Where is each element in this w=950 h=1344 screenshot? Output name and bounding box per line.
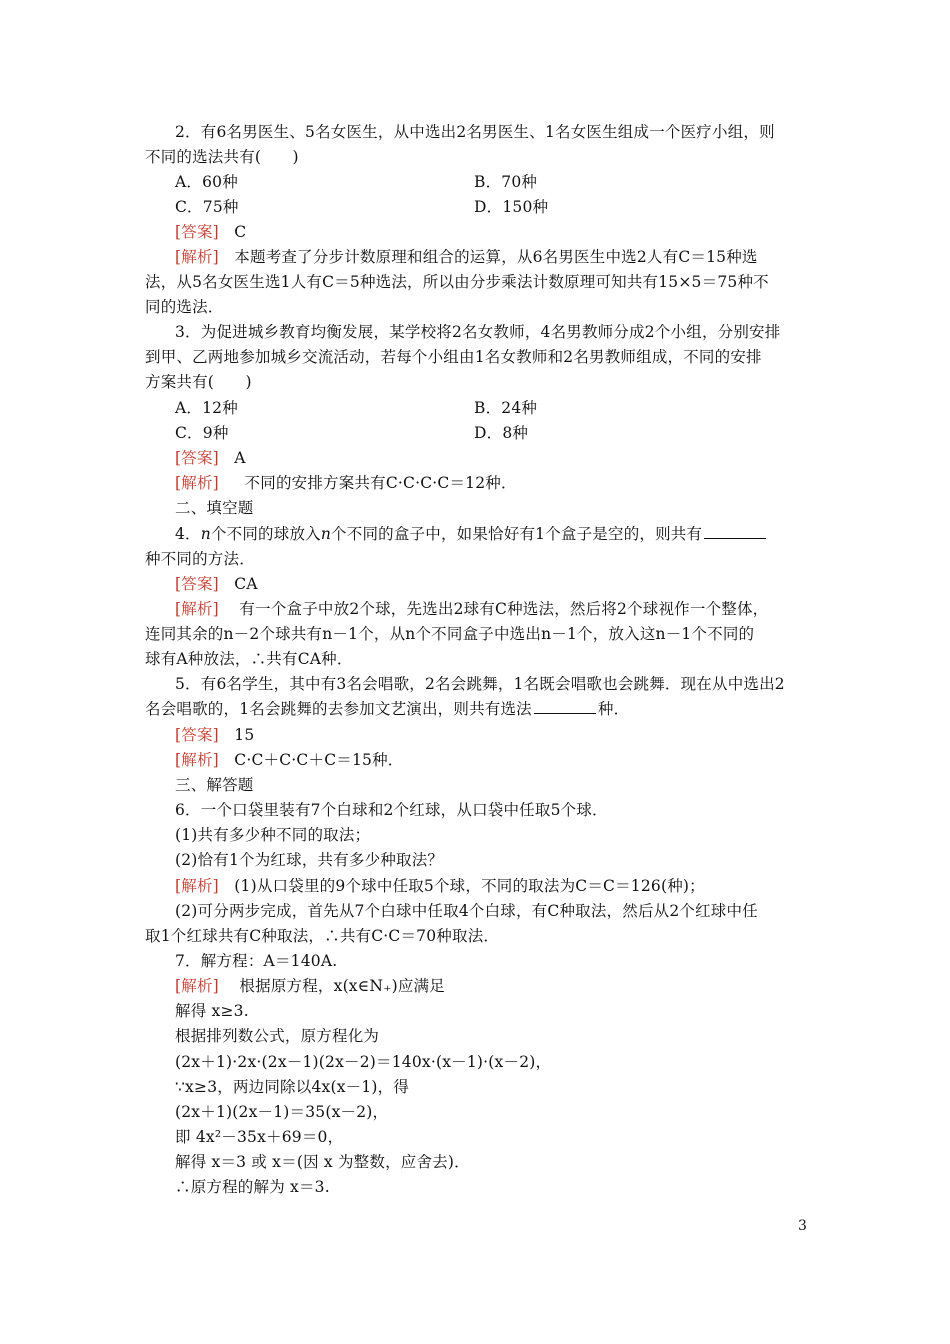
q2-analysis-line2: 法，从5名女医生选1人有C＝5种选法，所以由分步乘法计数原理可知共有15×5＝75种不 bbox=[145, 273, 769, 291]
answer-value: A bbox=[234, 449, 246, 467]
q6-sub2: (2)恰有1个为红球，共有多少种取法？ bbox=[175, 851, 444, 869]
q7-step1: 解得 x≥3. bbox=[175, 1002, 249, 1020]
answer-value: 15 bbox=[234, 726, 255, 744]
q4-number: 4． bbox=[175, 525, 201, 543]
q3-option-d: D．8种 bbox=[474, 424, 529, 442]
q7-line1: 7．解方程：A＝140A. bbox=[175, 952, 338, 970]
q3-answer bbox=[175, 446, 246, 470]
q6-analysis-line2: (2)可分两步完成，首先从7个白球中任取4个白球，有C种取法，然后从2个红球中任 bbox=[175, 902, 758, 920]
var-n: n bbox=[320, 525, 332, 543]
q5-line2 bbox=[145, 697, 629, 721]
q2-option-d: D．150种 bbox=[474, 198, 549, 216]
analysis-text: 不同的安排方案共有C·C·C·C＝12种． bbox=[244, 474, 517, 492]
q4-text-part: 个不同的球放入 bbox=[210, 525, 321, 543]
page-number: 3 bbox=[798, 1218, 807, 1234]
q4-text-part: 个不同的盒子中，如果恰好有1个盒子是空的，则共有 bbox=[331, 525, 703, 543]
q3-line3: 方案共有( ) bbox=[145, 373, 252, 391]
analysis-tag: [解析] bbox=[175, 474, 219, 492]
q2-line1: 2．有6名男医生、5名女医生，从中选出2名男医生、1名女医生组成一个医疗小组，则 bbox=[175, 123, 775, 141]
q3-option-b: B．24种 bbox=[474, 399, 538, 417]
q7-step5: (2x＋1)(2x－1)＝35(x－2)， bbox=[175, 1103, 389, 1121]
q7-step4: ∵x≥3，两边同除以4x(x－1)，得 bbox=[175, 1078, 410, 1096]
answer-blank bbox=[534, 699, 596, 714]
analysis-tag: [解析] bbox=[175, 600, 219, 618]
q4-line2: 种不同的方法． bbox=[145, 550, 255, 568]
q4-line1 bbox=[175, 522, 768, 546]
analysis-text: 根据原方程，x(x∈N₊)应满足 bbox=[239, 977, 445, 995]
answer-value: C bbox=[234, 223, 247, 241]
analysis-text: C·C＋C·C＋C＝15种． bbox=[234, 751, 404, 769]
answer-blank bbox=[704, 524, 766, 539]
q4-analysis-line3: 球有A种放法，∴共有CA种． bbox=[145, 650, 353, 668]
q7-step7: 解得 x＝3 或 x＝(因 x 为整数，应舍去)． bbox=[175, 1153, 470, 1171]
q7-step2: 根据排列数公式，原方程化为 bbox=[175, 1027, 380, 1045]
q5-analysis-line1 bbox=[175, 748, 403, 772]
q3-line1: 3．为促进城乡教育均衡发展，某学校将2名女教师，4名男教师分成2个小组，分别安排 bbox=[175, 323, 781, 341]
answer-tag: [答案] bbox=[175, 726, 219, 744]
q5-text-part: 种． bbox=[597, 700, 630, 718]
analysis-text: (1)从口袋里的9个球中任取5个球，不同的取法为C＝C＝126(种)； bbox=[234, 877, 705, 895]
answer-tag: [答案] bbox=[175, 449, 219, 467]
q7-step8: ∴原方程的解为 x＝3. bbox=[175, 1178, 330, 1196]
q2-option-b: B．70种 bbox=[474, 173, 538, 191]
q4-answer bbox=[175, 572, 258, 596]
q3-analysis-line1 bbox=[175, 471, 517, 495]
q3-option-c: C．9种 bbox=[175, 424, 229, 442]
analysis-tag: [解析] bbox=[175, 977, 219, 995]
q7-step6: 即 4x²－35x＋69＝0， bbox=[175, 1128, 344, 1146]
section-heading-fill-blank: 二、填空题 bbox=[175, 499, 254, 517]
q2-answer bbox=[175, 220, 246, 244]
q6-analysis-line3: 取1个红球共有C种取法，∴共有C·C＝70种取法． bbox=[145, 927, 500, 945]
analysis-tag: [解析] bbox=[175, 751, 219, 769]
q2-option-a: A．60种 bbox=[175, 173, 238, 191]
q2-line2: 不同的选法共有( ) bbox=[145, 148, 299, 166]
q4-analysis-line2: 连同其余的n－2个球共有n－1个，从n个不同盒子中选出n－1个，放入这n－1个不同的 bbox=[145, 625, 755, 643]
q5-answer bbox=[175, 723, 254, 747]
q2-analysis-line1 bbox=[175, 245, 758, 269]
q6-analysis-line1 bbox=[175, 874, 705, 898]
answer-value: CA bbox=[234, 575, 258, 593]
answer-tag: [答案] bbox=[175, 575, 219, 593]
q3-option-a: A．12种 bbox=[175, 399, 238, 417]
analysis-tag: [解析] bbox=[175, 877, 219, 895]
q5-text-part: 名会唱歌的，1名会跳舞的去参加文艺演出，则共有选法 bbox=[145, 700, 532, 718]
q6-line1: 6．一个口袋里装有7个白球和2个红球，从口袋中任取5个球． bbox=[175, 801, 608, 819]
analysis-text: 有一个盒子中放2个球，先选出2球有C种选法，然后将2个球视作一个整体， bbox=[239, 600, 769, 618]
answer-tag: [答案] bbox=[175, 223, 219, 241]
q7-analysis-line1 bbox=[175, 974, 445, 998]
analysis-tag: [解析] bbox=[175, 248, 219, 266]
q6-sub1: (1)共有多少种不同的取法； bbox=[175, 826, 371, 844]
q3-line2: 到甲、乙两地参加城乡交流活动，若每个小组由1名女教师和2名男教师组成，不同的安排 bbox=[145, 348, 762, 366]
analysis-text: 本题考查了分步计数原理和组合的运算，从6名男医生中选2人有C＝15种选 bbox=[234, 248, 758, 266]
q7-step3: (2x＋1)·2x·(2x－1)(2x－2)＝140x·(x－1)·(x－2)， bbox=[175, 1053, 552, 1071]
var-n: n bbox=[200, 525, 211, 543]
q5-line1: 5．有6名学生，其中有3名会唱歌，2名会跳舞，1名既会唱歌也会跳舞．现在从中选出2 bbox=[175, 675, 785, 693]
q2-option-c: C．75种 bbox=[175, 198, 239, 216]
q4-analysis-line1 bbox=[175, 597, 768, 621]
q2-analysis-line3: 同的选法． bbox=[145, 298, 224, 316]
section-heading-solve: 三、解答题 bbox=[175, 776, 254, 794]
